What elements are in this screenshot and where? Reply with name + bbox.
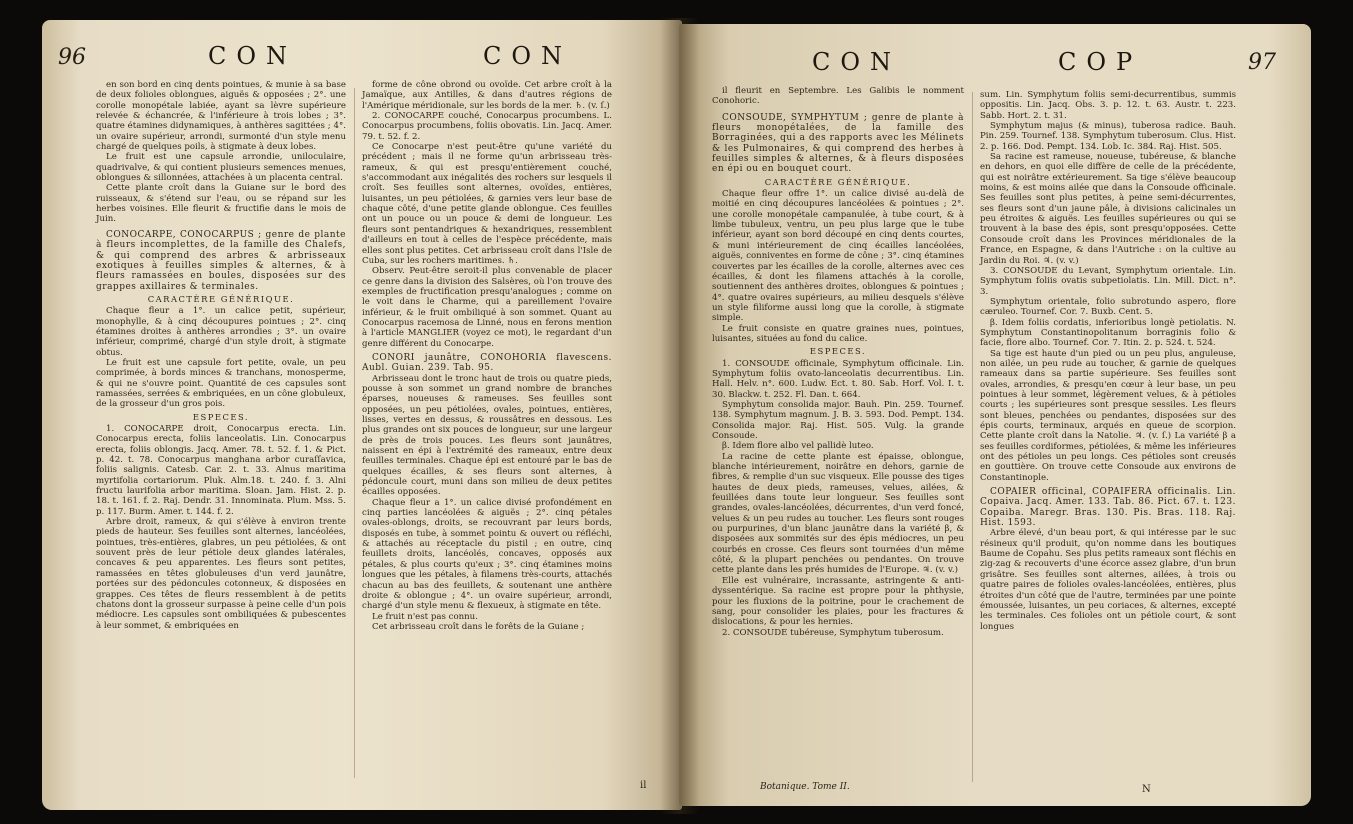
entry-conori: CONORI jaunâtre, CONOHORIA flavescens. Aubl. Guian. 239. Tab. 95. [362, 352, 612, 374]
paragraph: Chaque fleur a 1°. un calice divisé profondément en cinq parties lancéolées & aiguës ; 2°. cinq pétales ovales-oblongs, droits, se recouvrant par leurs bords, disposés en tube, à sommet pointu & ouvert ou réfléchi, & attachés au réceptacle du pistil ; en outre, cinq feuillets droits, lancéolés, concaves, opposés aux pétales, & plus courts qu'eux ; 3°. cinq étamines moins longues que les pétales, à filamens très-courts, attachés chacun au bas des feuillets, & soutenant une anthère droite & oblongue ; 4°. un ovaire supérieur, arrondi, chargé d'un style menu & flexueux, à stigmate en tête. [362, 497, 612, 612]
entry-consoude: CONSOUDE, SYMPHYTUM ; genre de plante à fleurs monopétalées, de la famille des Borraginées, qui a des rapports avec les Mélinets & les Pulmonaires, & qui comprend des herbes à feuilles simples & alternes, & à fleurs disposées en épi ou en bouquet court. [712, 112, 964, 175]
paragraph: il fleurit en Septembre. Les Galibis le nomment Conohoric. [712, 86, 964, 107]
paragraph: La racine de cette plante est épaisse, oblongue, blanche intérieurement, noirâtre en dehors, garnie de fibres, & remplie d'un suc visqueux. Elle pousse des tiges hautes de deux pieds, rameuses, velues, ailées, & feuillées dans toute leur longueur. Ses feuilles sont grandes, ovales-lancéolées, décurrentes, d'un verd foncé, velues & un peu rudes au toucher. Les fleurs sont rouges ou purpurines, d'un blanc jaunâtre dans la variété β, & disposées aux sommités sur des épis médiocres, un peu courbés en crosse. Ces fleurs sont tournées d'un même côté, & la plupart penchées ou pendantes. On trouve cette plante dans les prés humides de l'Europe. ♃. (v. v.) [712, 451, 964, 576]
paragraph: Symphytum orientale, folio subrotundo aspero, flore cæruleo. Tournef. Cor. 7. Buxb. Cent. 5. [980, 296, 1236, 318]
paragraph: Sa racine est rameuse, noueuse, tubéreuse, & blanche en dehors, en quoi elle diffère de celle de la précédente, qui est noirâtre extérieurement. Sa tige s'élève beaucoup moins, & est moins ailée que dans la Consoude officinale. Ses feuilles sont plus petites, à peine semi-décurrentes, ses fleurs sont d'un jaune pâle, à divisions calicinales un peu étroites & aiguës. Les feuilles supérieures ou qui se trouvent à la base des épis, sont presqu'opposées. Cette Consoude croît dans les Provinces méridionales de la France, en Espagne, & dans l'Autriche : on la cultive au Jardin du Roi. ♃. (v. v.) [980, 152, 1236, 266]
section-heading: ESPECES. [192, 411, 250, 422]
running-head-left-a: CON [208, 42, 298, 70]
paragraph: Arbre élevé, d'un beau port, & qui intéresse par le suc résineux qu'il produit, qu'on nomme dans les boutiques Baume de Copahu. Ses plus petits rameaux sont fléchis en zig-zag & recouverts d'une écorce assez glabre, d'un brun grisâtre. Ses feuilles sont alternes, ailées, à trois ou quatre paires de folioles ovales-lancéolées, entières, plus étroites d'un côté que de l'autre, terminées par une pointe émoussée, luisantes, un peu coriaces, & alternes, excepté les terminales. Ces folioles ont un pétiole court, & sont longues [980, 528, 1236, 632]
running-head-right-b: COP [1058, 48, 1143, 76]
paragraph: Sa tige est haute d'un pied ou un peu plus, anguleuse, non ailée, un peu rude au toucher, & garnie de quelques rameaux dans sa partie supérieure. Ses feuilles sont ovales, arrondies, & presqu'en cœur à leur base, un peu pointues à leur sommet, légèrement velues, & à pétioles courts ; les supérieures sont presque sessiles. Les fleurs sont bleues, penchées ou pendantes, disposées sur des épis courts, terminaux, arqués en queue de scorpion. Cette plante croît dans la Natolie. ♃. (v. ſ.) La variété β a ses feuilles cordiformes, pétiolées, & même les inférieures ont des pétioles un peu longs. Ces pétioles sont creusés en gouttière. On trouve cette Consoude aux environs de Constantinople. [980, 348, 1236, 483]
entry-conocarpe: CONOCARPE, CONOCARPUS ; genre de plante à fleurs incomplettes, de la famille des Chalefs, & qui comprend des arbres & arbrisseaux exotiques à feuilles simples & alternes, & à fleurs ramassées en boules, disposées sur des grappes axillaires & terminales. [96, 229, 346, 292]
paragraph: Observ. Peut-être seroit-il plus convenable de placer ce genre dans la division des Salsères, où l'on trouve des exemples de fructification presqu'analogues ; comme on le voit dans le Charme, qui a pareillement l'ovaire inférieur, & le fruit ombiliqué à son sommet. Quant au Conocarpus racemosa de Linné, nous en ferons mention à l'article MANGLIER (voyez ce mot), le regardant d'un genre différent du Conocarpe. [362, 266, 612, 349]
book-gutter [660, 18, 700, 814]
paragraph: en son bord en cinq dents pointues, & munie à sa base de deux folioles oblongues, aiguës & opposées ; 2°. une corolle monopétale labiée, ayant sa lèvre supérieure relevée & échancrée, & l'inférieure à trois lobes ; 3°. quatre étamines didynamiques, à anthères sagittées ; 4°. un ovaire supérieur, arrondi, surmonté d'un style menu chargé de quelques poils, à stigmate à deux lobes. [96, 80, 346, 153]
page-number-right: 97 [1248, 50, 1276, 75]
right-column-1 [712, 86, 964, 638]
column-rule [972, 92, 973, 782]
section-heading: CARACTÈRE GÉNÉRIQUE. [764, 176, 912, 187]
paragraph: Ce Conocarpe n'est peut-être qu'une variété du précédent ; mais il ne forme qu'un arbrisseau très-rameux, & qui est presqu'entièrement couché, s'accommodant aux inégalités des rochers sur lesquels il croît. Ses feuilles sont alternes, ovoïdes, entières, luisantes, un peu pétiolées, & garnies vers leur base de chaque côté, d'une petite glande oblongue. Ces feuilles ont un pouce ou un pouce & demi de longueur. Les fleurs sont pentandriques & hexandriques, ressemblent d'ailleurs en tout à celles de l'espèce précédente, mais elles sont plus petites. Cet arbrisseau croît dans l'Isle de Cuba, sur les rochers maritimes. ♄. [362, 142, 612, 266]
paragraph: 2. CONOCARPE couché, Conocarpus procumbens. L. Conocarpus procumbens, foliis obovatis. Lin. Jacq. Amer. 79. t. 52. f. 2. [362, 111, 612, 142]
paragraph: Arbre droit, rameux, & qui s'élève à environ trente pieds de hauteur. Ses feuilles sont alternes, lancéolées, pointues, très-entières, glabres, un peu pétiolées, & ont souvent près de leur pétiole deux glandes latérales, concaves & peu apparentes. Les fleurs sont petites, ramassées en têtes globuleuses d'un verd jaunâtre, portées sur des pédoncules cotonneux, & disposées en grappes. Ces têtes de fleurs ressemblent à de petits chatons dont la grosseur surpasse à peine celle d'un pois médiocre. Les capsules sont ombiliquées & pubescentes à leur sommet, & embriquées en [96, 517, 346, 631]
paragraph: Cet arbrisseau croît dans le forêts de la Guiane ; [372, 621, 585, 632]
running-head-right-a: CON [812, 48, 902, 76]
paragraph: 1. CONSOUDE officinale, Symphytum officinale. Lin. Symphytum foliis ovato-lanceolatis decurrentibus. Lin. Hall. Helv. n°. 600. Ludw. Ect. t. 80. Sab. Horf. Vol. I. t. 30. Blackw. t. 252. Fl. Dan. t. 664. [712, 358, 964, 400]
paragraph: Chaque fleur offre 1°. un calice divisé au-delà de moitié en cinq découpures lancéolées & pointues ; 2°. une corolle monopétale campanulée, à tube court, & à limbe tubuleux, ventru, un peu plus large que le tube inférieur, ayant son bord découpé en cinq dents courtes, & muni intérieurement de cinq écailles lancéolées, aiguës, conniventes en forme de cône ; 3°. cinq étamines couvertes par les écailles de la corolle, alternes avec ces écailles, & dont les filamens attachés à la corolle, soutiennent des anthères droites, oblongues & pointues ; 4°. quatre ovaires supérieurs, au milieu desquels s'élève un style filiforme aussi long que la corolle, à stigmate simple. [712, 189, 964, 324]
section-heading: CARACTÈRE GÉNÉRIQUE. [147, 293, 295, 304]
paragraph: forme de cône obrond ou ovoïde. Cet arbre croît à la Jamaïque, aux Antilles, & dans d'autres régions de l'Amérique méridionale, sur les bords de la mer. ♄. (v. ſ.) [362, 80, 612, 111]
paragraph: Le fruit est une capsule arrondie, uniloculaire, quadrivalve, & qui contient plusieurs semences menues, oblongues & sillonnées, attachées à un placenta central. [96, 152, 346, 184]
paragraph: Le fruit consiste en quatre graines nues, pointues, luisantes, situées au fond du calice. [712, 323, 964, 344]
paragraph: Le fruit est une capsule fort petite, ovale, un peu comprimée, à bords minces & tranchans, monosperme, & qui ne s'ouvre point. Quantité de ces capsules sont ramassées, serrées & embriquées, en un cône globuleux, de la grosseur d'un gros pois. [96, 357, 346, 410]
signature-mark: N [1142, 784, 1151, 795]
right-column-2 [980, 90, 1236, 632]
left-column-2 [362, 80, 612, 632]
paragraph: 1. CONOCARPE droit, Conocarpus erecta. Lin. Conocarpus erecta, foliis lanceolatis. Lin. Conocarpus erecta, foliis oblongis. Jacq. Amer. 78. t. 52. f. 1. & Pict. p. 42. t. 78. Conocarpus manghana arbor curaſſavica, foliis salignis. Catesb. Car. 2. t. 33. Alnus maritima myrtifolia cortariorum. Pluk. Alm.18. t. 240. f. 3. Alni fructu laurifolia arbor maritima. Sloan. Jam. Hist. 2. p. 18. t. 161. f. 2. Raj. Dendr. 31. Innominata. Plum. Mss. 5. p. 117. Burm. Amer. t. 144. f. 2. [96, 424, 346, 517]
paragraph: Symphytum consolida major. Bauh. Pin. 259. Tournef. 138. Symphytum magnum. J. B. 3. 593. Dod. Pempt. 134. Consolida major. Raj. Hist. 505. Vulg. la grande Consoude. [712, 399, 964, 441]
paragraph: 2. CONSOUDE tubéreuse, Symphytum tuberosum. [722, 627, 944, 638]
paragraph: sum. Lin. Symphytum foliis semi-decurrentibus, summis oppositis. Lin. Jacq. Obs. 3. p. 12. t. 63. Austr. t. 223. Sabb. Hort. 2. t. 31. [980, 90, 1236, 121]
paragraph: β. Idem foliis cordatis, inferioribus longè petiolatis. N. Symphytum Constantinopolitanum borraginis folio & facie, flore albo. Tournef. Cor. 7. Itin. 2. p. 524. t. 524. [980, 317, 1236, 349]
paragraph: Chaque fleur a 1°. un calice petit, supérieur, monophylle, & à cinq découpures pointues ; 2°. cinq étamines droites à anthères arrondies ; 3°. un ovaire inférieur, comprimé, chargé d'un style droit, à stigmate obtus. [96, 306, 346, 358]
paragraph: Le fruit n'est pas connu. [372, 611, 478, 622]
paragraph: 3. CONSOUDE du Levant, Symphytum orientale. Lin. Symphytum foliis ovatis subpetiolatis. Lin. Mill. Dict. n°. 3. [980, 265, 1236, 297]
page-number-left: 96 [58, 45, 86, 70]
section-heading: ESPECES. [809, 346, 867, 357]
catchword: il [640, 780, 647, 791]
paragraph: Cette plante croît dans la Guiane sur le bord des ruisseaux, & s'étend sur l'eau, ou se répand sur les herbes voisines. Elle fleurit & fructifie dans le mois de Juin. [96, 183, 346, 225]
running-head-left-b: CON [483, 42, 573, 70]
entry-copaier: COPAIER officinal, COPAIFERA officinalis. Lin. Copaiva. Jacq. Amer. 133. Tab. 86. Pict. 67. t. 123. Copaiba. Maregr. Bras. 130. Pis. Bras. 118. Raj. Hist. 1593. [980, 487, 1236, 529]
paragraph: Arbrisseau dont le tronc haut de trois ou quatre pieds, pousse à son sommet un grand nombre de branches éparses, noueuses & rameuses. Ses feuilles sont opposées, un peu pétiolées, ovales, pointues, entières, lisses, vertes en dessus, & roussâtres en dessous. Les plus grandes ont six pouces de longueur, sur une largeur de près de trois pouces. Les fleurs sont jaunâtres, naissent en épi à l'extrémité des rameaux, entre deux feuilles terminales. Chaque épi est entouré par le bas de quelques écailles, & ses fleurs sont alternes, à pédoncule court, muni dans son milieu de deux petites écailles opposées. [362, 373, 612, 498]
paragraph: Elle est vulnéraire, incrassante, astringente & anti-dyssentérique. Sa racine est propre pour la phthysie, pour les fluxions de la poitrine, pour le crachement de sang, pour consolider les plaies, pour les fractures & dislocations, & pour les hernies. [712, 575, 964, 628]
paragraph: β. Idem flore albo vel pallidè luteo. [722, 441, 874, 452]
paragraph: Symphytum majus (& minus), tuberosa radice. Bauh. Pin. 259. Tournef. 138. Symphytum tuberosum. Clus. Hist. 2. p. 166. Dod. Pempt. 134. Lob. Ic. 384. Raj. Hist. 505. [980, 121, 1236, 152]
column-rule [354, 88, 355, 778]
left-column-1 [96, 80, 346, 631]
page-footer: Botanique. Tome II. [760, 782, 850, 792]
